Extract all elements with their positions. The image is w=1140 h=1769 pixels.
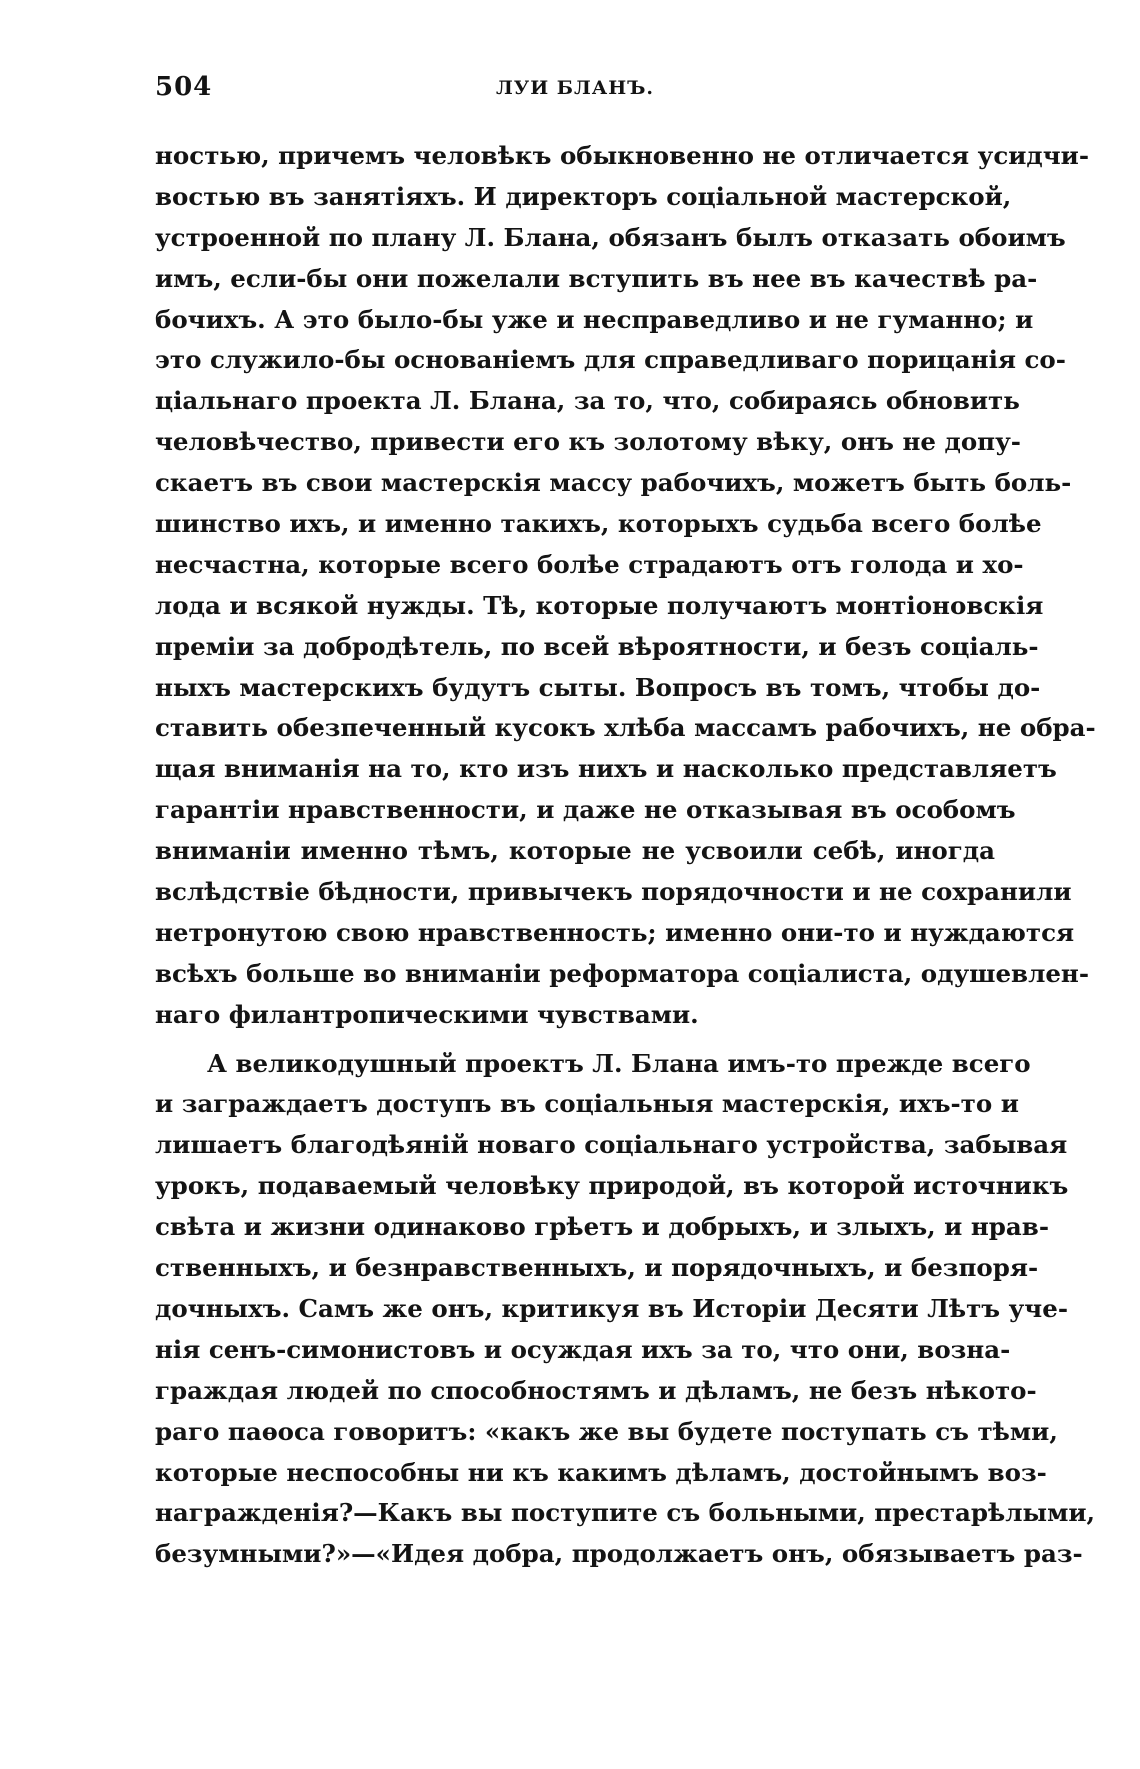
- text-line: дочныхъ. Самъ же онъ, критикуя въ Исторіи Десяти Лѣтъ уче-: [155, 1293, 1068, 1323]
- paragraph-gap: [155, 1036, 995, 1044]
- text-line: имъ, если-бы они пожелали вступить въ нее въ качествѣ ра-: [155, 263, 1038, 293]
- text-line: нетронутою свою нравственность; именно они-то и нуждаются: [155, 917, 1075, 947]
- text-line: человѣчество, привести его къ золотому вѣку, онъ не допу-: [155, 427, 1021, 457]
- text-line: вслѣдствіе бѣдности, привычекъ порядочности и не сохранили: [155, 877, 1072, 907]
- text-line: ственныхъ, и безнравственныхъ, и порядочныхъ, и безпоря-: [155, 1253, 1039, 1283]
- text-line: ціальнаго проекта Л. Блана, за то, что, собираясь обновить: [155, 386, 1020, 416]
- book-page: [155, 0, 1096, 1769]
- text-line: наго филантропическими чувствами.: [155, 999, 699, 1029]
- text-line: гарантіи нравственности, и даже не отказывая въ особомъ: [155, 795, 1016, 825]
- text-line: ностью, причемъ человѣкъ обыкновенно не отличается усидчи-: [155, 141, 1090, 170]
- text-line: востью въ занятіяхъ. И директоръ соціальной мастерской,: [155, 181, 1012, 211]
- text-line: преміи за добродѣтель, по всей вѣроятности, и безъ соціаль-: [155, 631, 1039, 661]
- text-line: это служило-бы основаніемъ для справедливаго порицанія со-: [155, 345, 1066, 375]
- text-line: несчастна, которые всего болѣе страдаютъ отъ голода и хо-: [155, 549, 1024, 579]
- text-line: лишаетъ благодѣяній новаго соціальнаго устройства, забывая: [155, 1130, 1068, 1160]
- running-head: [155, 72, 995, 112]
- page-number: 504: [155, 72, 213, 102]
- text-line: граждая людей по способностямъ и дѣламъ, не безъ нѣкото-: [155, 1375, 1037, 1405]
- text-line: бочихъ. А это было-бы уже и несправедливо и не гуманно; и: [155, 304, 1034, 334]
- text-line: нія сенъ-симонистовъ и осуждая ихъ за то, что они, возна-: [155, 1334, 1011, 1364]
- text-line: которые неспособны ни къ какимъ дѣламъ, достойнымъ воз-: [155, 1457, 1047, 1487]
- running-title: ЛУИ БЛАНЪ.: [495, 77, 655, 99]
- text-line: свѣта и жизни одинаково грѣетъ и добрыхъ, и злыхъ, и нрав-: [155, 1212, 1049, 1242]
- text-line: скаетъ въ свои мастерскія массу рабочихъ, можетъ быть боль-: [155, 468, 1072, 498]
- text-line: шинство ихъ, и именно такихъ, которыхъ судьба всего болѣе: [155, 509, 1042, 539]
- paragraph: [155, 136, 1096, 1036]
- text-line: лода и всякой нужды. Тѣ, которые получаютъ монтіоновскія: [155, 590, 1044, 620]
- text-line: ныхъ мастерскихъ будутъ сыты. Вопросъ въ томъ, чтобы до-: [155, 672, 1041, 702]
- text-line: всѣхъ больше во вниманіи реформатора соціалиста, одушевлен-: [155, 958, 1090, 988]
- text-line: и заграждаетъ доступъ въ соціальныя мастерскія, ихъ-то и: [155, 1089, 1019, 1119]
- text-line: безумными?»—«Идея добра, продолжаетъ онъ, обязываетъ раз-: [155, 1539, 1083, 1569]
- text-line: устроенной по плану Л. Блана, обязанъ былъ отказать обоимъ: [155, 222, 1066, 252]
- paragraph: [155, 1044, 1096, 1576]
- body-text: [155, 136, 1096, 1575]
- text-line: вниманіи именно тѣмъ, которые не усвоили себѣ, иногда: [155, 836, 995, 866]
- text-line: ставить обезпеченный кусокъ хлѣба массамъ рабочихъ, не обра-: [155, 713, 1096, 743]
- text-line: урокъ, подаваемый человѣку природой, въ которой источникъ: [155, 1171, 1069, 1201]
- text-line: щая вниманія на то, кто изъ нихъ и насколько представляетъ: [155, 754, 1057, 784]
- text-line: награжденія?—Какъ вы поступите съ больными, престарѣлыми,: [155, 1498, 1096, 1528]
- text-line: раго паѳоса говоритъ: «какъ же вы будете поступать съ тѣми,: [155, 1416, 1058, 1446]
- text-line: А великодушный проектъ Л. Блана имъ-то прежде всего: [207, 1048, 1031, 1078]
